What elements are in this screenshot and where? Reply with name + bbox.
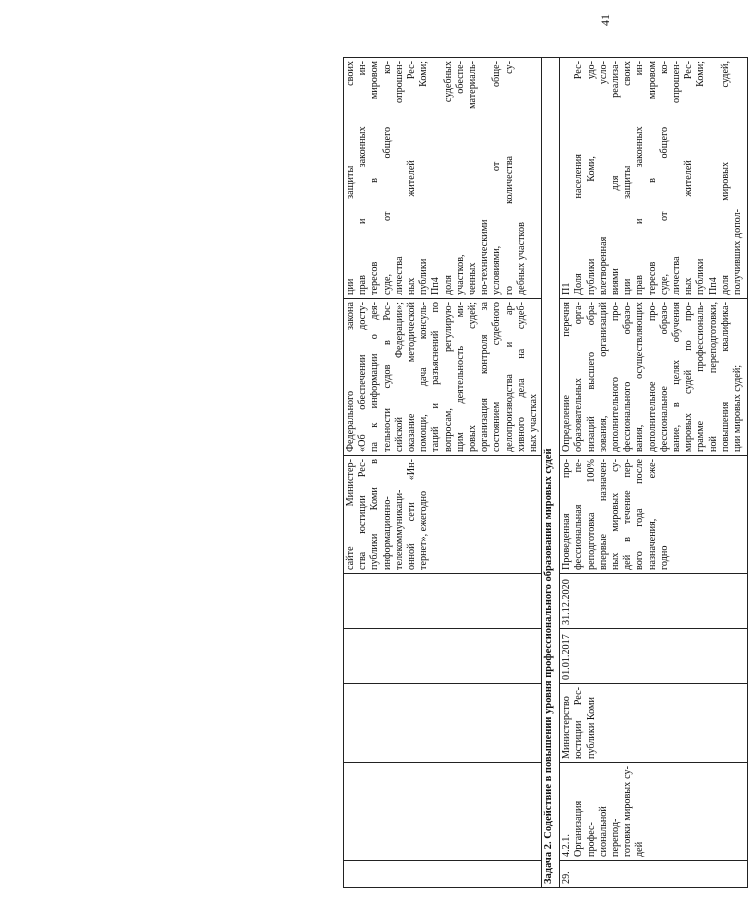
text-line: хивного дела на судеб- xyxy=(515,302,527,452)
cell-result xyxy=(560,456,748,574)
text-line: прав и законных ин- xyxy=(634,61,646,295)
text-line: впервые назначен- xyxy=(597,459,609,570)
measures-table xyxy=(343,57,748,888)
text-line: ровых судей; xyxy=(467,302,479,452)
text-line: тересов в мировом xyxy=(369,61,381,295)
text-line: участков, обеспе- xyxy=(454,61,466,295)
text-line: тельности судов в Рос- xyxy=(381,302,393,452)
text-line: прав и законных ин- xyxy=(357,61,369,295)
text-line: фессиональная пе- xyxy=(573,459,585,570)
text-line: помощи, дача консуль- xyxy=(418,302,430,452)
task-heading: Задача 2. Содействие в повышении уровня профессионального образования мировых судей xyxy=(542,58,560,888)
text-line: Пп4 xyxy=(707,277,719,295)
cell-measure xyxy=(560,763,748,861)
text-line: онной сети «Ин- xyxy=(406,459,418,570)
page-number: 41 xyxy=(598,14,612,26)
text-line: фессиональное образо- xyxy=(658,302,670,452)
text-line: юстиции Рес- xyxy=(573,687,585,759)
text-line: фессионального образо- xyxy=(622,302,634,452)
text-line: грамме профессиональ- xyxy=(695,302,707,452)
cell-top-executor xyxy=(344,684,542,763)
text-line: делопроизводства и ар- xyxy=(503,302,515,452)
cell-indicators xyxy=(560,58,748,299)
text-line: ных участках xyxy=(528,393,540,452)
row-number: 29. xyxy=(560,861,748,888)
text-line: ства юстиции Рес- xyxy=(357,459,369,570)
text-line: тернет», ежегодно xyxy=(418,490,430,570)
text-line: ции защиты своих xyxy=(622,61,634,295)
text-line: ных мировых су- xyxy=(610,459,622,570)
text-line: телекоммуникаци- xyxy=(393,489,405,570)
cell-executor xyxy=(560,684,748,763)
text-line: информационно- xyxy=(381,496,393,570)
text-line: годно xyxy=(658,545,670,570)
text-line: сайте Министер- xyxy=(345,459,356,570)
text-line: ченных материаль- xyxy=(467,61,479,295)
text-line: «Об обеспечении досту- xyxy=(357,302,369,452)
text-line: Доля населения Рес- xyxy=(573,61,585,295)
text-line: Министерство xyxy=(561,696,573,759)
text-line: па к информации о дея- xyxy=(369,302,381,452)
text-line: Определение перечня xyxy=(561,302,573,452)
document-table-rotated xyxy=(343,58,744,888)
text-line: ции защиты своих xyxy=(345,61,356,295)
text-line: Организация профес- xyxy=(573,800,597,857)
text-line: вопросам, регулирую- xyxy=(442,302,454,452)
text-line: ных жителей Рес- xyxy=(406,61,418,295)
text-line: дополнительного про- xyxy=(610,302,622,452)
cell-top-result xyxy=(344,456,542,574)
cell-end-date: 31.12.2020 xyxy=(560,574,748,629)
text-line: готовки мировых су- xyxy=(622,766,634,857)
text-line: назначения, еже- xyxy=(646,459,658,570)
text-line: публики Коми, удо- xyxy=(585,61,597,295)
text-line: зования, организаций xyxy=(597,302,609,452)
text-line: ции мировых судей; xyxy=(732,364,744,452)
text-line: условиями, от обще- xyxy=(491,61,503,295)
text-line: публики Коми; xyxy=(695,61,707,295)
text-line: виями для реализа- xyxy=(610,61,622,295)
text-line: дебных участков xyxy=(515,222,527,295)
table-row xyxy=(344,58,542,888)
text-line: вания, осуществляющих xyxy=(634,302,646,452)
cell-top-start xyxy=(344,629,542,684)
text-line: публики Коми в xyxy=(369,459,381,570)
text-line: оказание методической xyxy=(406,302,418,452)
text-line: тересов в мировом xyxy=(646,61,658,295)
text-line: П1 xyxy=(561,282,573,295)
text-line: таций и разъяснений по xyxy=(430,302,442,452)
text-line: Пп4 xyxy=(430,277,442,295)
text-line: публики Коми; xyxy=(418,61,430,295)
text-line: 4.2.1. xyxy=(561,834,573,857)
text-line: низаций высшего обра- xyxy=(585,302,597,452)
text-line: личества опрошен- xyxy=(671,61,683,295)
text-line: вого года после xyxy=(634,459,646,570)
text-line: сийской Федерации»; xyxy=(393,302,405,452)
text-line: личества опрошен- xyxy=(393,61,405,295)
text-line: суде, от общего ко- xyxy=(658,61,670,295)
text-line: но-техническими xyxy=(479,219,491,295)
cell-top-content xyxy=(344,299,542,456)
cell-top-indicators xyxy=(344,58,542,299)
cell-top-num xyxy=(344,861,542,888)
text-line: получивших допол- xyxy=(732,208,744,295)
text-line: дополнительное про- xyxy=(646,302,658,452)
cell-top-measure xyxy=(344,763,542,861)
text-line: повышения квалифика- xyxy=(719,302,731,452)
text-line: состоянием судебного xyxy=(491,302,503,452)
text-line: го количества су- xyxy=(503,61,515,295)
text-line: дей xyxy=(634,841,646,857)
text-line: дей в течение пер- xyxy=(622,459,634,570)
text-line: щим деятельность ми- xyxy=(454,302,466,452)
text-line: мировых судей по про- xyxy=(683,302,695,452)
text-line: образовательных орга- xyxy=(573,302,585,452)
text-line: вание, в целях обучения xyxy=(671,302,683,452)
table-row xyxy=(560,58,748,888)
text-line: Проведенная про- xyxy=(561,459,573,570)
cell-start-date: 01.01.2017 xyxy=(560,629,748,684)
text-line: ных жителей Рес- xyxy=(683,61,695,295)
text-line: влетворенная усло- xyxy=(597,61,609,295)
cell-content xyxy=(560,299,748,456)
text-line: суде, от общего ко- xyxy=(381,61,393,295)
text-line: публики Коми xyxy=(585,697,597,759)
text-line: реподготовка 100% xyxy=(585,459,597,570)
cell-top-end xyxy=(344,574,542,629)
text-line: ной переподготовки, xyxy=(707,302,719,452)
task-heading-row xyxy=(542,58,560,888)
text-line: доля мировых судей, xyxy=(719,61,731,295)
text-line: Федерального закона xyxy=(345,302,356,452)
text-line: сиональной перепод- xyxy=(597,806,622,857)
text-line: доля судебных xyxy=(442,61,454,295)
text-line: организация контроля за xyxy=(479,302,491,452)
